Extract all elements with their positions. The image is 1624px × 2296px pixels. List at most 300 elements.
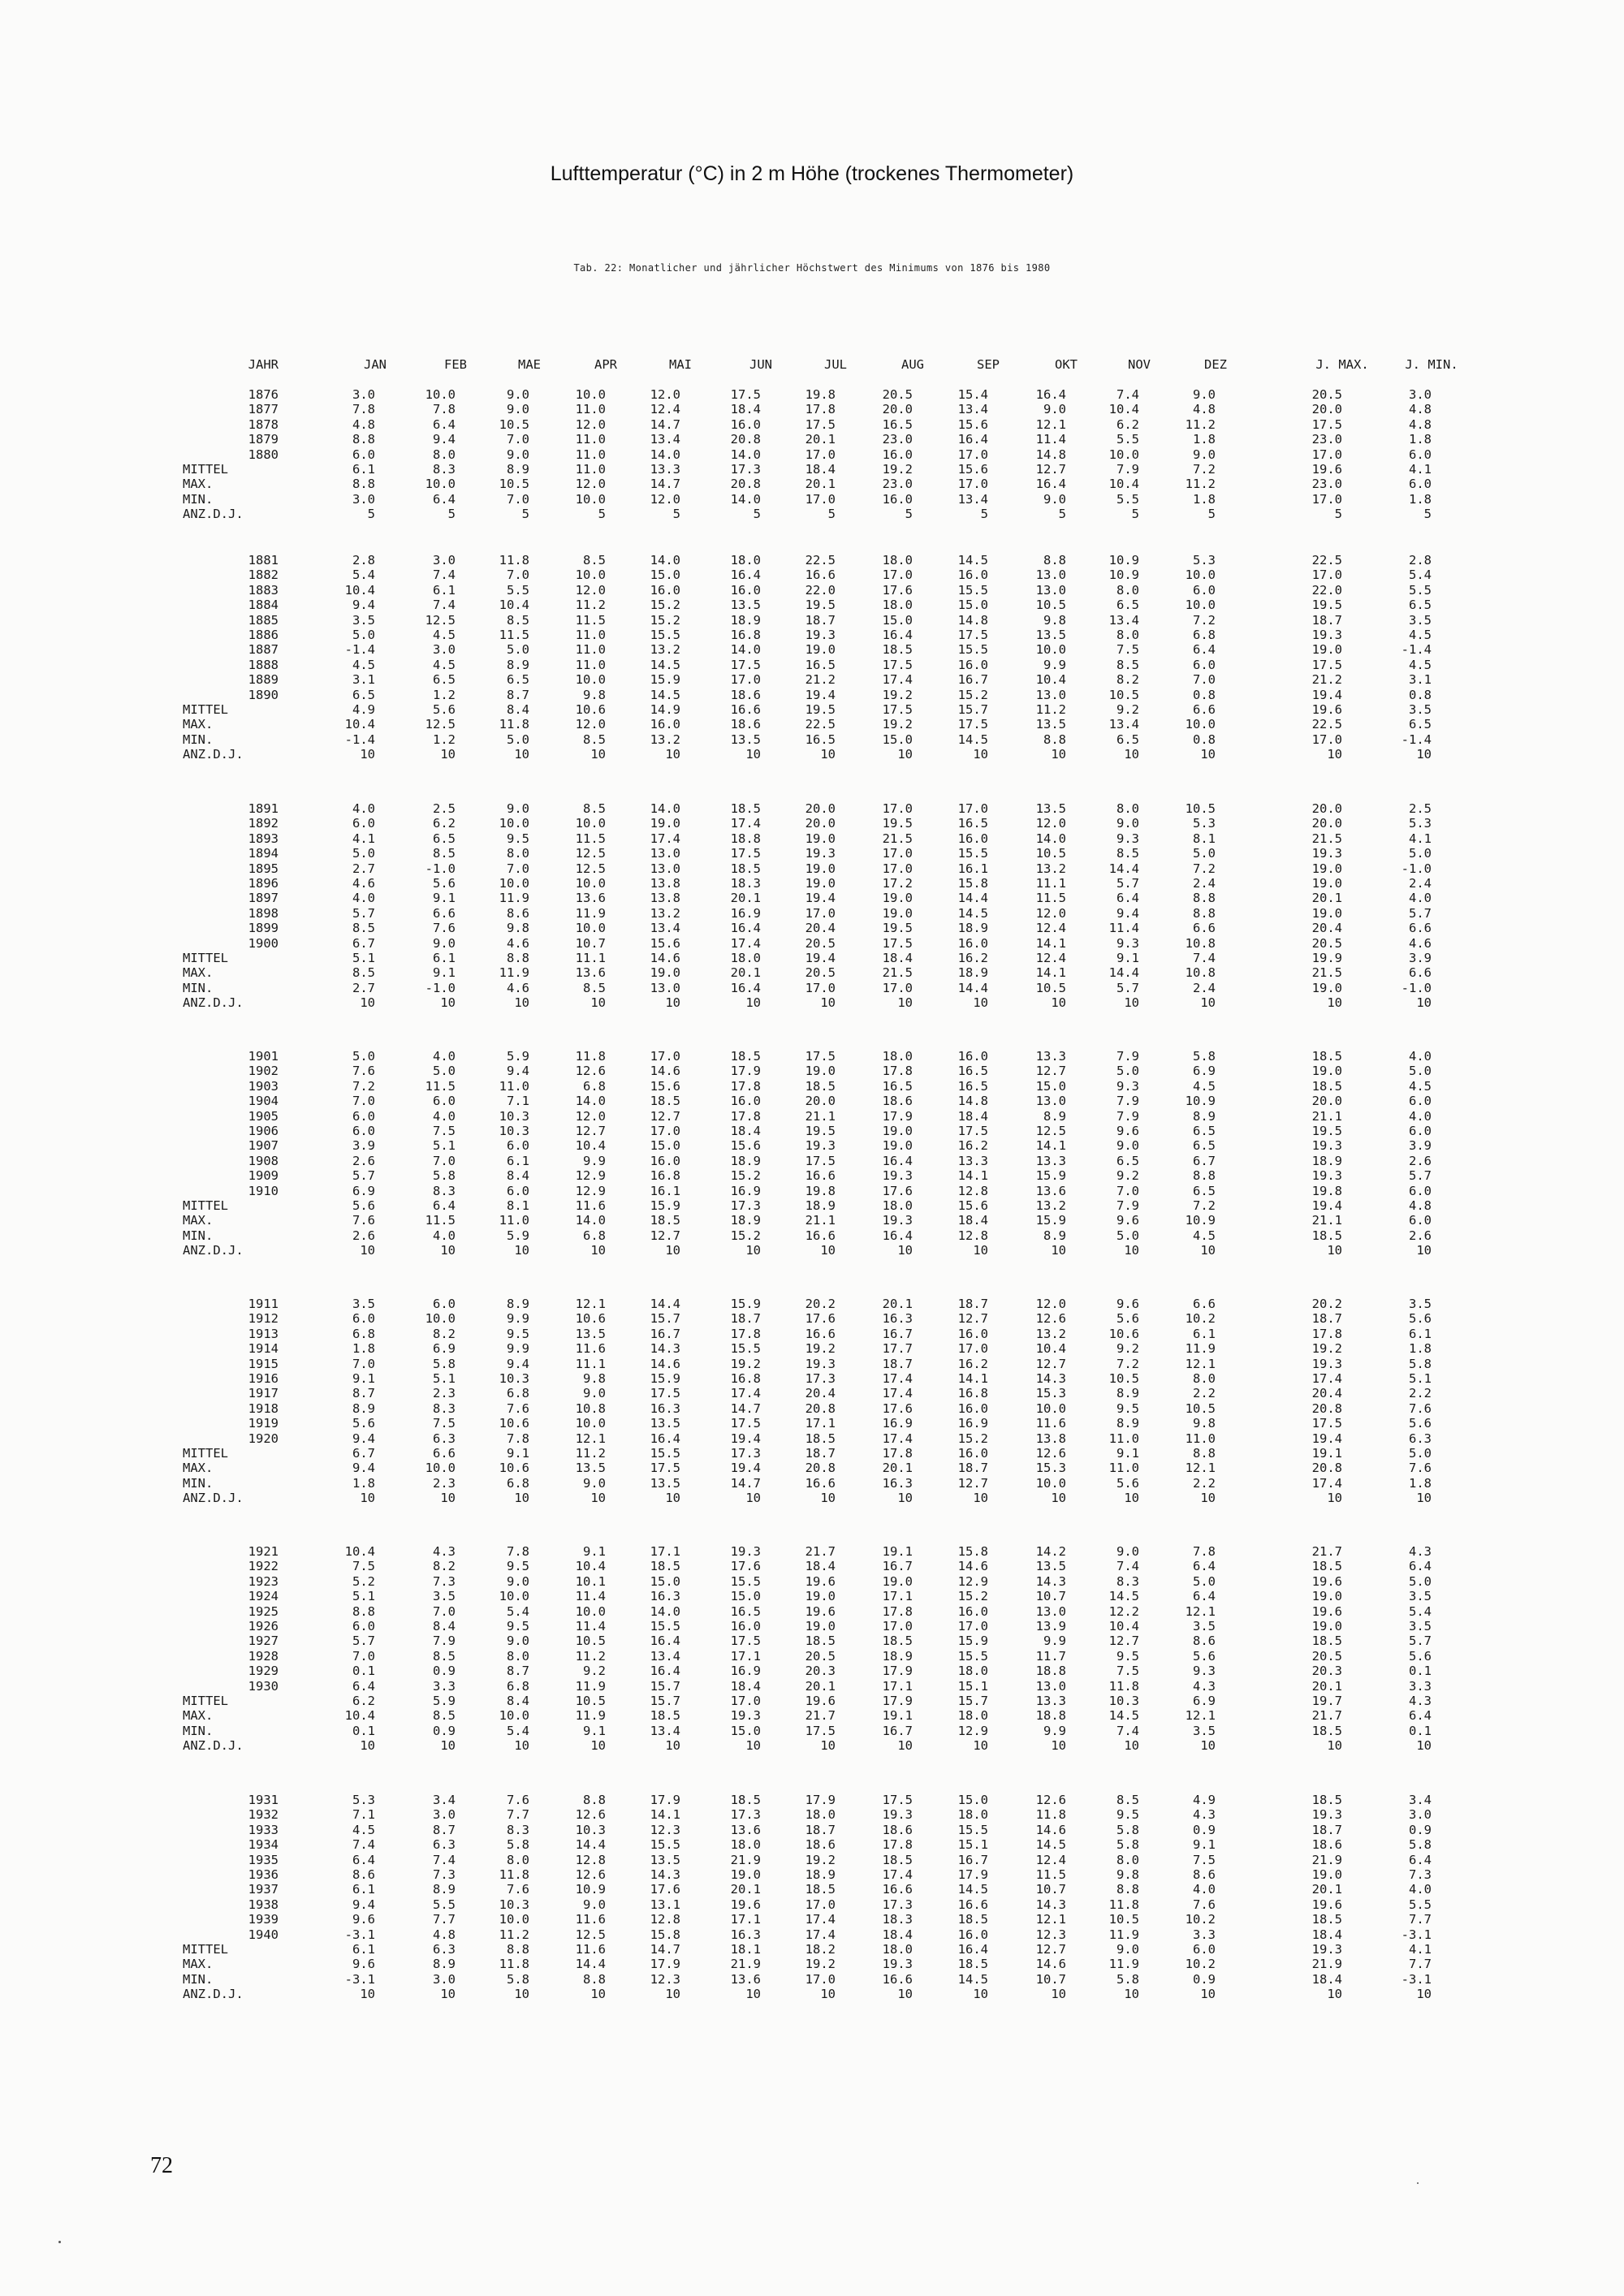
value-cell: 8.6 bbox=[352, 1867, 375, 1882]
stat-value-cell: 15.9 bbox=[650, 1198, 680, 1213]
value-cell: 17.1 bbox=[650, 1544, 680, 1559]
value-cell: 15.9 bbox=[730, 1297, 761, 1311]
stat-value-cell: 13.5 bbox=[1035, 717, 1066, 732]
value-cell: 6.0 bbox=[1409, 1124, 1432, 1138]
stat-value-cell: 5.6 bbox=[1116, 1475, 1139, 1491]
value-cell: 10.5 bbox=[1185, 1400, 1216, 1416]
value-cell: 19.8 bbox=[805, 1183, 836, 1198]
stat-value-cell: 17.0 bbox=[805, 980, 836, 995]
value-cell: 15.0 bbox=[957, 598, 988, 613]
value-cell: 9.0 bbox=[507, 801, 529, 816]
value-cell: 17.3 bbox=[730, 1807, 761, 1823]
value-cell: 15.5 bbox=[650, 628, 680, 642]
value-cell: 9.1 bbox=[433, 891, 456, 906]
value-cell: 15.5 bbox=[650, 1837, 680, 1853]
stat-value-cell: 10.4 bbox=[344, 1708, 375, 1724]
stat-value-cell: 10 bbox=[1124, 747, 1139, 762]
stat-value-cell: 10 bbox=[897, 747, 913, 762]
value-cell: 9.0 bbox=[507, 1634, 529, 1649]
value-cell: 4.0 bbox=[352, 801, 375, 816]
stat-value-cell: 5.7 bbox=[1116, 980, 1139, 995]
value-cell: 17.4 bbox=[882, 672, 913, 688]
value-cell: 13.5 bbox=[1035, 628, 1066, 642]
value-cell: 10.4 bbox=[499, 598, 529, 613]
value-cell: 8.8 bbox=[1193, 891, 1216, 906]
year-cell: 1908 bbox=[248, 1153, 279, 1168]
stat-value-cell: 5 bbox=[447, 507, 456, 522]
value-cell: 5.0 bbox=[1409, 1573, 1432, 1589]
stat-value-cell: 10 bbox=[820, 1987, 836, 2002]
value-cell: 10.4 bbox=[344, 1544, 375, 1559]
value-cell: 6.5 bbox=[1409, 598, 1432, 613]
value-cell: 13.2 bbox=[650, 905, 680, 921]
stat-value-cell: 6.8 bbox=[507, 1475, 529, 1491]
stat-value-cell: 21.9 bbox=[730, 1957, 761, 1972]
year-cell: 1898 bbox=[248, 905, 279, 921]
stat-value-cell: 14.1 bbox=[1035, 965, 1066, 981]
value-cell: 4.3 bbox=[1193, 1678, 1216, 1694]
value-cell: 6.4 bbox=[1193, 1559, 1216, 1574]
value-cell: 14.4 bbox=[957, 891, 988, 906]
year-cell: 1887 bbox=[248, 642, 279, 658]
value-cell: 5.7 bbox=[1409, 1634, 1432, 1649]
value-cell: 10.0 bbox=[575, 1603, 606, 1619]
value-cell: 10.1 bbox=[575, 1573, 606, 1589]
value-cell: 14.1 bbox=[957, 1371, 988, 1386]
value-cell: 18.5 bbox=[730, 861, 761, 876]
value-cell: 10.0 bbox=[575, 921, 606, 936]
stat-value-cell: 10.0 bbox=[575, 491, 606, 507]
value-cell: 19.2 bbox=[730, 1356, 761, 1371]
value-cell: 2.6 bbox=[1409, 1153, 1432, 1168]
year-cell: 1889 bbox=[248, 672, 279, 688]
stat-value-cell: 19.6 bbox=[1311, 462, 1342, 477]
value-cell: 16.6 bbox=[882, 1882, 913, 1897]
stat-value-cell: 17.0 bbox=[805, 1971, 836, 1987]
value-cell: 14.1 bbox=[1035, 935, 1066, 951]
stat-value-cell: 14.7 bbox=[650, 477, 680, 492]
value-cell: 15.4 bbox=[957, 387, 988, 402]
value-cell: 19.0 bbox=[1311, 861, 1342, 876]
stat-value-cell: 6.0 bbox=[1409, 477, 1432, 492]
value-cell: 17.9 bbox=[882, 1108, 913, 1124]
value-cell: 6.4 bbox=[1193, 642, 1216, 658]
value-cell: 16.0 bbox=[957, 935, 988, 951]
stat-value-cell: 10 bbox=[1051, 995, 1066, 1011]
stat-value-cell: 10 bbox=[360, 1491, 375, 1506]
stat-value-cell: 17.0 bbox=[1311, 732, 1342, 747]
value-cell: 18.9 bbox=[805, 1867, 836, 1882]
stat-value-cell: 2.2 bbox=[1193, 1475, 1216, 1491]
stat-value-cell: 11.2 bbox=[1035, 702, 1066, 717]
value-cell: -3.1 bbox=[344, 1927, 375, 1942]
value-cell: 18.3 bbox=[882, 1912, 913, 1927]
value-cell: 9.5 bbox=[1116, 1807, 1139, 1823]
stat-value-cell: 6.6 bbox=[1409, 965, 1432, 981]
value-cell: 7.6 bbox=[433, 921, 456, 936]
value-cell: 4.6 bbox=[352, 876, 375, 891]
stat-value-cell: 19.3 bbox=[882, 1213, 913, 1228]
value-cell: 4.8 bbox=[352, 416, 375, 432]
value-cell: 17.0 bbox=[1311, 447, 1342, 462]
value-cell: 11.5 bbox=[575, 831, 606, 846]
value-cell: 9.0 bbox=[1116, 1138, 1139, 1154]
value-cell: 14.0 bbox=[650, 801, 680, 816]
stat-value-cell: 10 bbox=[973, 1243, 988, 1258]
stat-value-cell: 18.0 bbox=[730, 951, 761, 965]
value-cell: 4.5 bbox=[1193, 1078, 1216, 1094]
value-cell: 18.7 bbox=[1311, 1822, 1342, 1837]
value-cell: 3.0 bbox=[433, 553, 456, 568]
stat-label: MAX. bbox=[183, 1213, 214, 1228]
value-cell: 18.7 bbox=[882, 1356, 913, 1371]
column-header: SEP bbox=[977, 357, 1000, 372]
stat-value-cell: 13.0 bbox=[650, 980, 680, 995]
value-cell: 15.6 bbox=[730, 1138, 761, 1154]
value-cell: 10.9 bbox=[575, 1882, 606, 1897]
year-cell: 1899 bbox=[248, 921, 279, 936]
value-cell: 16.3 bbox=[882, 1311, 913, 1327]
stat-value-cell: 10 bbox=[1124, 1243, 1139, 1258]
value-cell: 12.3 bbox=[650, 1822, 680, 1837]
stat-value-cell: 17.0 bbox=[882, 980, 913, 995]
value-cell: 20.0 bbox=[1311, 1094, 1342, 1109]
value-cell: 7.4 bbox=[1116, 387, 1139, 402]
value-cell: 16.4 bbox=[882, 1153, 913, 1168]
stat-value-cell: 4.0 bbox=[433, 1228, 456, 1243]
value-cell: 17.0 bbox=[805, 447, 836, 462]
stat-value-cell: 10 bbox=[745, 995, 761, 1011]
value-cell: 11.0 bbox=[1108, 1431, 1139, 1446]
value-cell: 18.0 bbox=[957, 1664, 988, 1679]
stat-value-cell: 6.5 bbox=[1116, 732, 1139, 747]
value-cell: 16.5 bbox=[957, 1064, 988, 1079]
value-cell: 6.0 bbox=[1193, 657, 1216, 672]
year-cell: 1913 bbox=[248, 1326, 279, 1341]
stat-value-cell: 10 bbox=[745, 1491, 761, 1506]
value-cell: 14.8 bbox=[957, 612, 988, 628]
year-cell: 1891 bbox=[248, 801, 279, 816]
stat-value-cell: 9.4 bbox=[352, 1461, 375, 1476]
value-cell: 16.7 bbox=[957, 1852, 988, 1867]
value-cell: 13.9 bbox=[1035, 1619, 1066, 1634]
year-cell: 1927 bbox=[248, 1634, 279, 1649]
value-cell: 20.0 bbox=[1311, 402, 1342, 417]
value-cell: 14.0 bbox=[650, 1603, 680, 1619]
value-cell: 10.4 bbox=[1035, 672, 1066, 688]
stat-value-cell: 10.0 bbox=[425, 477, 456, 492]
value-cell: 19.6 bbox=[1311, 1573, 1342, 1589]
value-cell: 17.0 bbox=[650, 1049, 680, 1064]
stat-value-cell: 8.9 bbox=[1043, 1228, 1066, 1243]
value-cell: 21.7 bbox=[1311, 1544, 1342, 1559]
value-cell: 8.5 bbox=[583, 801, 606, 816]
value-cell: 19.5 bbox=[882, 816, 913, 831]
value-cell: 3.5 bbox=[1409, 1297, 1432, 1311]
value-cell: 8.5 bbox=[583, 553, 606, 568]
value-cell: -1.4 bbox=[344, 642, 375, 658]
value-cell: 13.4 bbox=[650, 432, 680, 447]
value-cell: 12.0 bbox=[1035, 1297, 1066, 1311]
value-cell: 13.0 bbox=[1035, 1603, 1066, 1619]
value-cell: 5.2 bbox=[352, 1573, 375, 1589]
stat-value-cell: 22.5 bbox=[805, 717, 836, 732]
stat-value-cell: 7.9 bbox=[1116, 462, 1139, 477]
value-cell: 13.0 bbox=[1035, 568, 1066, 583]
value-cell: 9.0 bbox=[507, 387, 529, 402]
value-cell: 3.5 bbox=[352, 612, 375, 628]
value-cell: 3.1 bbox=[352, 672, 375, 688]
value-cell: 20.0 bbox=[1311, 816, 1342, 831]
value-cell: 14.1 bbox=[957, 1168, 988, 1184]
year-cell: 1885 bbox=[248, 612, 279, 628]
value-cell: 15.9 bbox=[650, 1371, 680, 1386]
stat-value-cell: 11.8 bbox=[499, 1957, 529, 1972]
value-cell: 6.5 bbox=[1116, 1153, 1139, 1168]
value-cell: 10.4 bbox=[575, 1559, 606, 1574]
value-cell: 5.4 bbox=[507, 1603, 529, 1619]
value-cell: 17.4 bbox=[805, 1912, 836, 1927]
stat-value-cell: 9.1 bbox=[1116, 1446, 1139, 1461]
value-cell: 10.5 bbox=[1185, 801, 1216, 816]
value-cell: 8.7 bbox=[433, 1822, 456, 1837]
value-cell: 8.7 bbox=[507, 1664, 529, 1679]
value-cell: 8.0 bbox=[1193, 1371, 1216, 1386]
stat-value-cell: 8.1 bbox=[507, 1198, 529, 1213]
value-cell: 18.9 bbox=[882, 1648, 913, 1664]
stat-value-cell: 10 bbox=[514, 995, 529, 1011]
value-cell: 10.0 bbox=[499, 1912, 529, 1927]
value-cell: 5.3 bbox=[1193, 816, 1216, 831]
stat-value-cell: 10 bbox=[514, 747, 529, 762]
value-cell: 8.9 bbox=[507, 657, 529, 672]
value-cell: 11.9 bbox=[575, 1678, 606, 1694]
stat-value-cell: 10 bbox=[590, 1243, 606, 1258]
value-cell: 5.4 bbox=[1409, 568, 1432, 583]
value-cell: 6.1 bbox=[352, 1882, 375, 1897]
stat-value-cell: 6.4 bbox=[1409, 1708, 1432, 1724]
value-cell: 3.0 bbox=[433, 1807, 456, 1823]
value-cell: 18.5 bbox=[805, 1431, 836, 1446]
value-cell: 4.8 bbox=[1409, 402, 1432, 417]
value-cell: 6.6 bbox=[1193, 921, 1216, 936]
value-cell: 8.8 bbox=[1116, 1882, 1139, 1897]
stat-value-cell: 6.4 bbox=[433, 1198, 456, 1213]
stat-value-cell: 21.1 bbox=[1311, 1213, 1342, 1228]
value-cell: 21.1 bbox=[1311, 1108, 1342, 1124]
stat-value-cell: 17.3 bbox=[730, 1446, 761, 1461]
value-cell: 18.5 bbox=[1311, 1793, 1342, 1807]
value-cell: 18.5 bbox=[882, 1634, 913, 1649]
value-cell: 7.7 bbox=[433, 1912, 456, 1927]
stat-value-cell: 10 bbox=[897, 1243, 913, 1258]
value-cell: 8.4 bbox=[433, 1619, 456, 1634]
stat-value-cell: 13.5 bbox=[730, 732, 761, 747]
value-cell: 4.5 bbox=[1409, 628, 1432, 642]
value-cell: 17.5 bbox=[1311, 1416, 1342, 1431]
stat-value-cell: 5.0 bbox=[1409, 1446, 1432, 1461]
stat-label: ANZ.D.J. bbox=[183, 995, 244, 1011]
stat-value-cell: 19.2 bbox=[805, 1957, 836, 1972]
value-cell: 6.5 bbox=[507, 672, 529, 688]
value-cell: 7.4 bbox=[433, 568, 456, 583]
value-cell: 5.8 bbox=[1409, 1356, 1432, 1371]
stat-value-cell: 10 bbox=[1124, 1491, 1139, 1506]
value-cell: 12.9 bbox=[575, 1183, 606, 1198]
value-cell: 20.1 bbox=[1311, 1678, 1342, 1694]
value-cell: 16.0 bbox=[650, 582, 680, 598]
value-cell: 17.0 bbox=[957, 801, 988, 816]
value-cell: 11.6 bbox=[1035, 1416, 1066, 1431]
value-cell: 9.3 bbox=[1116, 1078, 1139, 1094]
year-cell: 1921 bbox=[248, 1544, 279, 1559]
stat-value-cell: 19.1 bbox=[1311, 1446, 1342, 1461]
value-cell: 17.0 bbox=[957, 447, 988, 462]
value-cell: 19.0 bbox=[882, 1124, 913, 1138]
stat-value-cell: 14.6 bbox=[1035, 1957, 1066, 1972]
stat-label: MAX. bbox=[183, 965, 214, 981]
stat-value-cell: 6.9 bbox=[1193, 1694, 1216, 1708]
stat-value-cell: 16.4 bbox=[882, 1228, 913, 1243]
value-cell: 18.9 bbox=[730, 612, 761, 628]
stat-label: MIN. bbox=[183, 1723, 214, 1738]
year-cell: 1924 bbox=[248, 1589, 279, 1604]
value-cell: 11.2 bbox=[1185, 416, 1216, 432]
value-cell: 12.0 bbox=[1035, 905, 1066, 921]
stat-value-cell: 21.5 bbox=[1311, 965, 1342, 981]
value-cell: 0.1 bbox=[352, 1664, 375, 1679]
stat-value-cell: 6.8 bbox=[583, 1228, 606, 1243]
stat-value-cell: 21.5 bbox=[882, 965, 913, 981]
value-cell: 10.7 bbox=[1035, 1589, 1066, 1604]
stat-value-cell: 17.4 bbox=[1311, 1475, 1342, 1491]
value-cell: 7.2 bbox=[1193, 861, 1216, 876]
value-cell: 23.0 bbox=[882, 432, 913, 447]
stat-value-cell: 18.1 bbox=[730, 1942, 761, 1957]
value-cell: 9.9 bbox=[1043, 657, 1066, 672]
stat-value-cell: 15.7 bbox=[650, 1694, 680, 1708]
stat-value-cell: 10 bbox=[820, 995, 836, 1011]
stat-value-cell: 10 bbox=[440, 1491, 456, 1506]
year-cell: 1879 bbox=[248, 432, 279, 447]
value-cell: 8.6 bbox=[1193, 1634, 1216, 1649]
stat-value-cell: 17.9 bbox=[650, 1957, 680, 1972]
value-cell: 11.9 bbox=[1185, 1341, 1216, 1357]
value-cell: 21.2 bbox=[1311, 672, 1342, 688]
stat-value-cell: 20.1 bbox=[730, 965, 761, 981]
stat-value-cell: 10 bbox=[1327, 1738, 1342, 1754]
value-cell: 16.8 bbox=[730, 628, 761, 642]
value-cell: 5.6 bbox=[1409, 1416, 1432, 1431]
stat-value-cell: 8.8 bbox=[1193, 1446, 1216, 1461]
stat-value-cell: 10 bbox=[590, 1738, 606, 1754]
value-cell: 7.4 bbox=[433, 1852, 456, 1867]
stat-value-cell: 10 bbox=[820, 1243, 836, 1258]
value-cell: 9.5 bbox=[507, 1619, 529, 1634]
value-cell: 18.0 bbox=[730, 553, 761, 568]
value-cell: 19.3 bbox=[805, 1356, 836, 1371]
value-cell: 5.1 bbox=[433, 1138, 456, 1154]
stat-value-cell: 5 bbox=[1058, 507, 1066, 522]
value-cell: 9.8 bbox=[583, 1371, 606, 1386]
value-cell: 3.5 bbox=[1409, 612, 1432, 628]
value-cell: 18.5 bbox=[730, 1793, 761, 1807]
stat-value-cell: -3.1 bbox=[1401, 1971, 1432, 1987]
value-cell: 12.8 bbox=[957, 1183, 988, 1198]
stat-value-cell: 16.6 bbox=[805, 1228, 836, 1243]
stat-label: ANZ.D.J. bbox=[183, 507, 244, 522]
value-cell: 6.7 bbox=[352, 935, 375, 951]
stat-value-cell: 12.0 bbox=[575, 477, 606, 492]
stat-value-cell: 6.5 bbox=[1409, 717, 1432, 732]
value-cell: 18.5 bbox=[650, 1559, 680, 1574]
stat-value-cell: 10 bbox=[514, 1987, 529, 2002]
value-cell: 5.0 bbox=[352, 628, 375, 642]
value-cell: 5.1 bbox=[1409, 1371, 1432, 1386]
stat-value-cell: 20.8 bbox=[805, 1461, 836, 1476]
value-cell: 15.0 bbox=[1035, 1078, 1066, 1094]
value-cell: 6.0 bbox=[352, 1311, 375, 1327]
stat-value-cell: 11.5 bbox=[425, 1213, 456, 1228]
value-cell: 10.0 bbox=[575, 387, 606, 402]
value-cell: 19.3 bbox=[805, 846, 836, 861]
value-cell: 5.3 bbox=[352, 1793, 375, 1807]
stat-value-cell: 10 bbox=[1327, 1987, 1342, 2002]
stat-value-cell: 17.5 bbox=[805, 1723, 836, 1738]
value-cell: 5.0 bbox=[433, 1064, 456, 1079]
value-cell: 7.9 bbox=[1116, 1049, 1139, 1064]
stat-value-cell: 5.8 bbox=[1116, 1971, 1139, 1987]
value-cell: 9.8 bbox=[1043, 612, 1066, 628]
value-cell: 7.8 bbox=[433, 402, 456, 417]
value-cell: 17.5 bbox=[957, 628, 988, 642]
value-cell: 5.6 bbox=[433, 876, 456, 891]
value-cell: 11.8 bbox=[499, 1867, 529, 1882]
value-cell: 17.5 bbox=[730, 657, 761, 672]
stat-value-cell: 19.3 bbox=[882, 1957, 913, 1972]
value-cell: 15.8 bbox=[957, 876, 988, 891]
value-cell: 7.6 bbox=[507, 1400, 529, 1416]
value-cell: 8.6 bbox=[1193, 1867, 1216, 1882]
stat-value-cell: 10 bbox=[590, 747, 606, 762]
value-cell: 18.5 bbox=[805, 1634, 836, 1649]
column-header: DEZ bbox=[1204, 357, 1227, 372]
value-cell: 2.5 bbox=[433, 801, 456, 816]
value-cell: 9.2 bbox=[1116, 1341, 1139, 1357]
stat-value-cell: 16.7 bbox=[882, 1723, 913, 1738]
stat-value-cell: 1.2 bbox=[433, 732, 456, 747]
value-cell: 20.8 bbox=[805, 1400, 836, 1416]
value-cell: 13.1 bbox=[650, 1897, 680, 1912]
value-cell: 10.3 bbox=[499, 1108, 529, 1124]
value-cell: 9.0 bbox=[583, 1386, 606, 1401]
value-cell: 21.7 bbox=[805, 1544, 836, 1559]
value-cell: 15.2 bbox=[650, 612, 680, 628]
stat-value-cell: 5.6 bbox=[433, 702, 456, 717]
value-cell: 5.5 bbox=[1409, 1897, 1432, 1912]
value-cell: 9.0 bbox=[1193, 447, 1216, 462]
stat-value-cell: 13.5 bbox=[575, 1461, 606, 1476]
stat-value-cell: 21.9 bbox=[1311, 1957, 1342, 1972]
value-cell: 17.4 bbox=[805, 1927, 836, 1942]
stat-value-cell: 8.4 bbox=[507, 702, 529, 717]
value-cell: 8.5 bbox=[433, 846, 456, 861]
value-cell: 19.0 bbox=[805, 861, 836, 876]
value-cell: 19.4 bbox=[1311, 687, 1342, 702]
value-cell: 2.4 bbox=[1409, 876, 1432, 891]
stat-value-cell: 5.0 bbox=[507, 732, 529, 747]
stat-value-cell: 10 bbox=[820, 1491, 836, 1506]
